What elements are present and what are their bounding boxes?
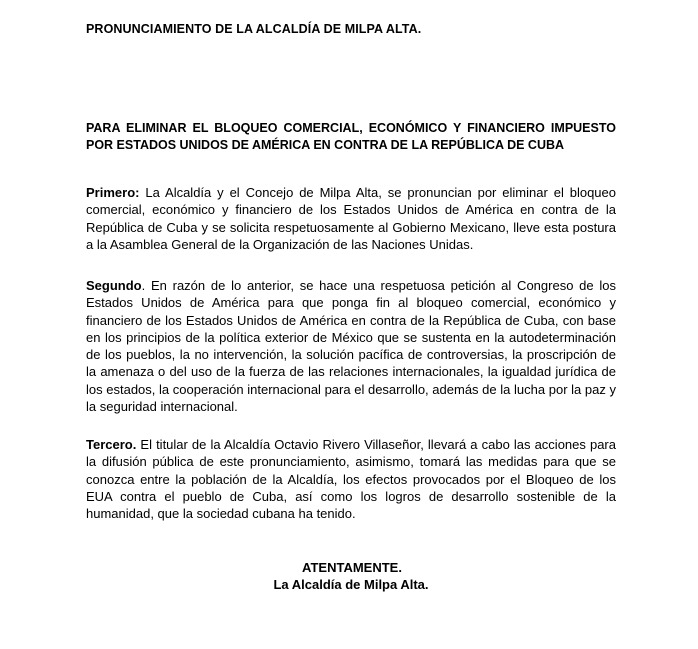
paragraph-text: El titular de la Alcaldía Octavio Rivero Villaseñor, llevará a cabo las acciones para la difusión pública de este pronunciamiento, asimismo, tomará las medidas para que se conozca entre la población de la Alcaldía, los efectos provocados por el Bloqueo de los EUA contra el pueblo de Cuba, así como los logros de desarrollo sostenible de la humanidad, que la sociedad cubana ha tenido. — [86, 437, 616, 522]
paragraph-text: . En razón de lo anterior, se hace una respetuosa petición al Congreso de los Estados Unidos de América para que ponga fin al bloqueo comercial, económico y financiero de los Estados Unidos de América en contra de la República de Cuba, con base en los principios de la política exterior de México que se sustenta en la autodeterminación de los pueblos, la no intervención, la solución pacífica de controversias, la proscripción de la amenaza o del uso de la fuerza de las relaciones internacionales, la igualdad jurídica de los estados, la cooperación internacional para el desarrollo, además de la lucha por la paz y la seguridad internacional. — [86, 278, 616, 415]
document-subject: PARA ELIMINAR EL BLOQUEO COMERCIAL, ECONÓMICO Y FINANCIERO IMPUESTO POR ESTADOS UNIDOS DE AMÉRICA EN CONTRA DE LA REPÚBLICA DE CUBA — [86, 121, 616, 152]
paragraph-primero — [86, 184, 616, 253]
closing-salutation: ATENTAMENTE. — [302, 560, 402, 575]
paragraph-lead: Segundo — [86, 278, 142, 293]
paragraph-tercero — [86, 436, 616, 522]
document-title: PRONUNCIAMIENTO DE LA ALCALDÍA DE MILPA ALTA. — [86, 22, 422, 36]
closing-signature: La Alcaldía de Milpa Alta. — [273, 577, 429, 592]
paragraph-lead: Tercero. — [86, 437, 137, 452]
paragraph-lead: Primero: — [86, 185, 140, 200]
closing-block — [0, 559, 698, 593]
paragraph-segundo — [86, 277, 616, 415]
paragraph-text: La Alcaldía y el Concejo de Milpa Alta, se pronuncian por eliminar el bloqueo comercial, económico y financiero de los Estados Unidos de América en contra de la República de Cuba y se solicita respetuosamente al Gobierno Mexicano, lleve esta postura a la Asamblea General de la Organización de las Naciones Unidas. — [86, 185, 616, 252]
